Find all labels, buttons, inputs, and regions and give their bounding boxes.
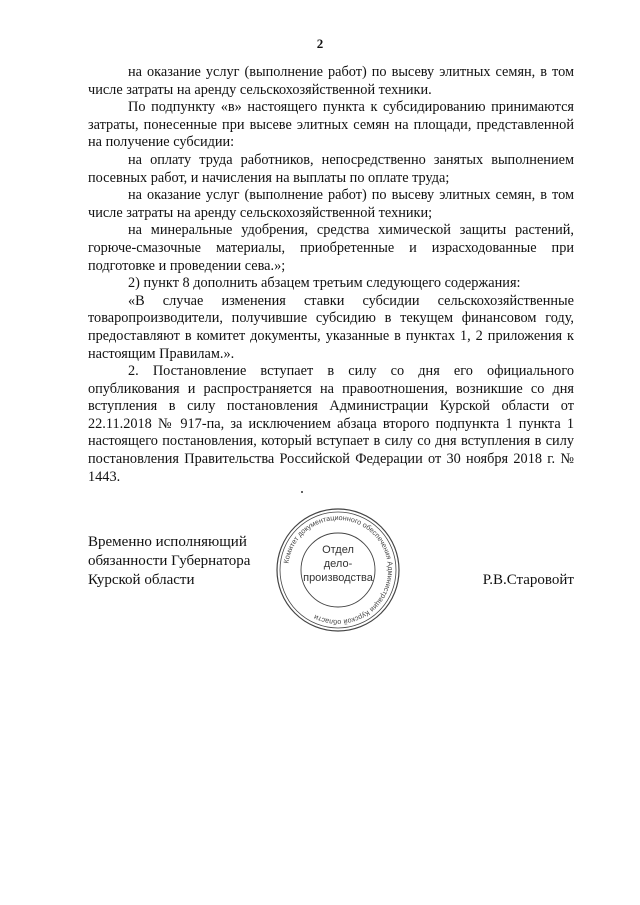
signer-title (88, 533, 250, 590)
paragraph-6: 2) пункт 8 дополнить абзацем третьим следующего содержания: (128, 275, 521, 292)
signature-block (88, 512, 574, 633)
signer-title-line-1: Временно исполняющий (88, 534, 247, 550)
stamp-line-1: Отдел (322, 544, 354, 556)
stamp-inner-text (303, 543, 373, 585)
signer-title-line-3: Курской области (88, 572, 195, 588)
document-body (88, 64, 574, 486)
office-stamp (273, 505, 403, 635)
stray-dot (301, 491, 303, 493)
paragraph-5: на минеральные удобрения, средства химической защиты растений, горюче-смазочные материалы, приобретенные и израсходованные при подготовке и проведении сева.»; (88, 222, 574, 274)
paragraph-3: на оплату труда работников, непосредственно занятых выполнением посевных работ, и начисления на выплаты по оплате труда; (88, 151, 574, 186)
page-number: 2 (316, 36, 324, 51)
paragraph-2: По подпункту «в» настоящего пункта к субсидированию принимаются затраты, понесенные при высеве элитных семян на площади, представленной на получение субсидии: (88, 99, 574, 151)
paragraph-1: на оказание услуг (выполнение работ) по высеву элитных семян, в том числе затраты на аренду сельскохозяйственной техники. (88, 64, 574, 98)
stamp-line-3: производства (303, 572, 373, 584)
paragraph-7: «В случае изменения ставки субсидии сельскохозяйственные товаропроизводители, получившие субсидию в текущем финансовом году, предоставляют в комитет документы, указанные в пунктах 1, 2 приложения к настоящим Правилам.». (88, 292, 574, 362)
signer-title-line-2: обязанности Губернатора (88, 553, 251, 569)
paragraph-8: 2. Постановление вступает в силу со дня его официального опубликования и распространяется на правоотношения, возникшие со дня вступления в силу постановления Администрации Курской области от 22.11.2018 № 917-па, за исключением абзаца второго подпункта 1 пункта 1 настоящего постановления, который вступает в силу со дня вступления в силу постановления Правительства Российской Федерации от 30 ноября 2018 г. № 1443. (88, 363, 574, 485)
stamp-ring-text: Комитет документационного обеспечения Администрации Курской области (281, 512, 396, 628)
paragraph-4: на оказание услуг (выполнение работ) по высеву элитных семян, в том числе затраты на аренду сельскохозяйственной техники; (88, 187, 574, 221)
signer-name: Р.В.Старовойт (482, 572, 574, 588)
stamp-line-2: дело- (323, 558, 353, 570)
